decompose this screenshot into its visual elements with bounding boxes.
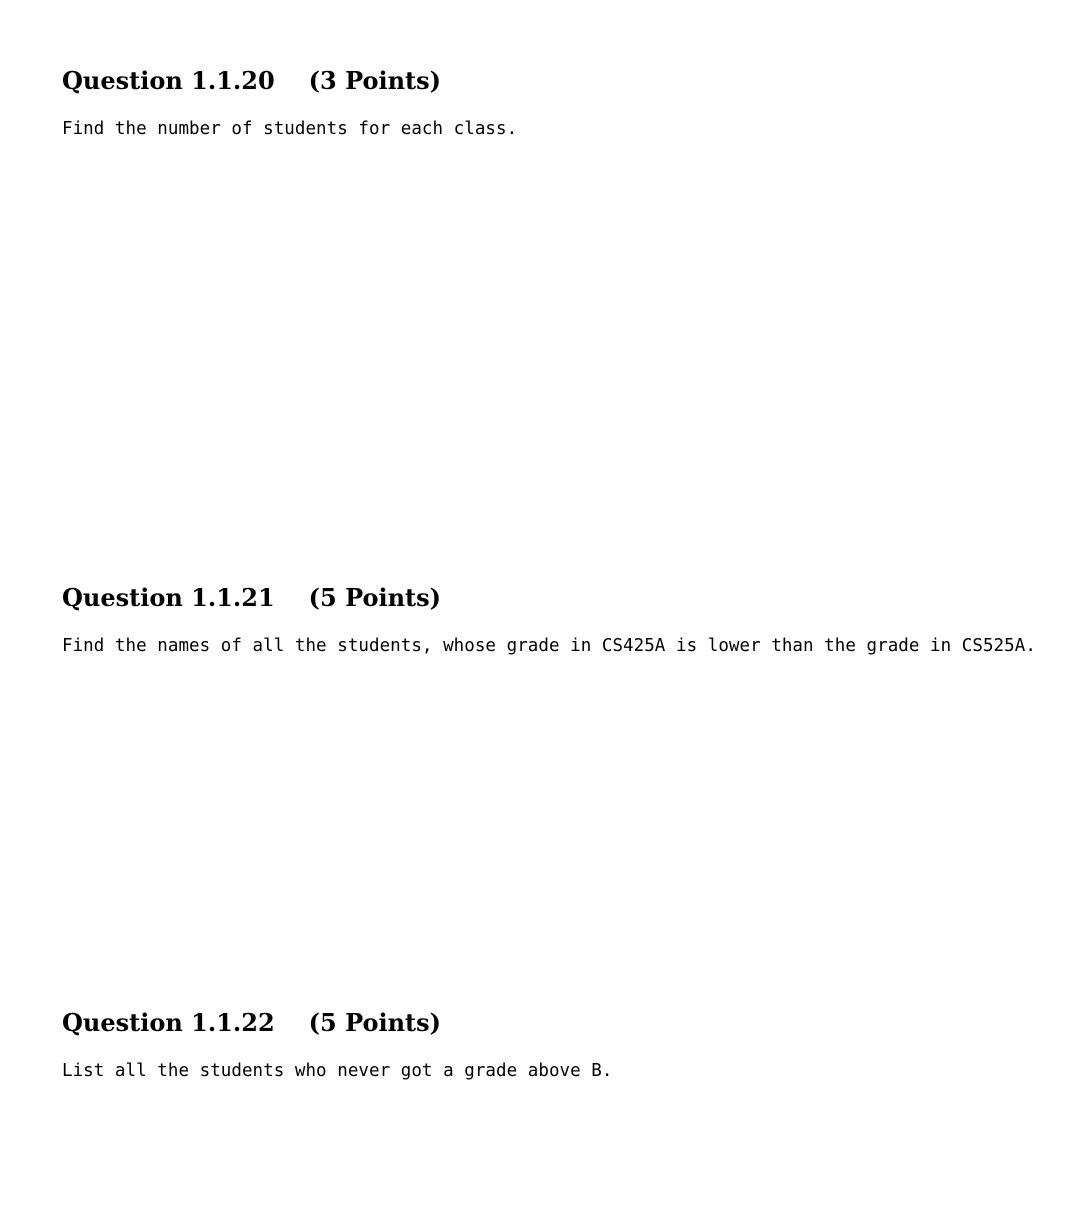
question-prompt: Find the names of all the students, whose grade in CS425A is lower than the grade in CS525A. (62, 636, 1036, 656)
question-heading (62, 1008, 1072, 1038)
question-1-1-22 (62, 1008, 1072, 1082)
question-number: Question 1.1.20 (62, 66, 275, 95)
question-number: Question 1.1.21 (62, 583, 275, 612)
question-points: (5 Points) (308, 583, 442, 612)
question-points: (5 Points) (308, 1008, 442, 1037)
question-prompt: Find the number of students for each class. (62, 119, 518, 139)
question-heading (62, 583, 1072, 613)
question-1-1-20 (62, 66, 1072, 140)
question-points: (3 Points) (308, 66, 442, 95)
question-prompt: List all the students who never got a grade above B. (62, 1061, 613, 1081)
question-number: Question 1.1.22 (62, 1008, 275, 1037)
question-1-1-21 (62, 583, 1072, 657)
question-heading (62, 66, 1072, 96)
